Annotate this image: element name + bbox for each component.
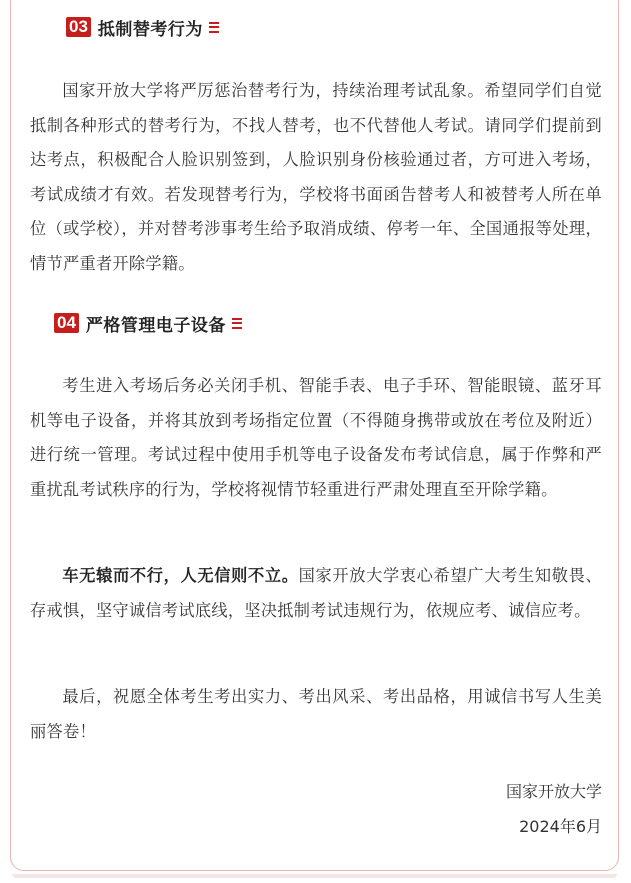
- section-title: 抵制替考行为: [97, 19, 203, 40]
- closing-paragraph: [30, 559, 602, 628]
- section-title: 严格管理电子设备: [85, 315, 226, 336]
- menu-lines-icon: [209, 22, 219, 33]
- menu-lines-icon: [232, 318, 242, 329]
- closing-motto: 车无辕而不行，人无信则不立。: [62, 566, 299, 585]
- section-number-badge: 03: [66, 17, 91, 37]
- section-heading-03: [66, 15, 219, 39]
- section-heading-04: [54, 311, 242, 335]
- wish-paragraph: 最后，祝愿全体考生考出实力、考出风采、考出品格，用诚信书写人生美丽答卷！: [30, 687, 602, 741]
- closing-text: 国家开放大学衷心希望广大考生知敬畏、存戒惧，坚守诚信考试底线，坚决抵制考试违规行为，依规应考、诚信应考。: [30, 566, 602, 620]
- signature-org: 国家开放大学: [505, 782, 602, 801]
- signature-date: 2024年6月: [519, 817, 602, 836]
- section-04-paragraph: 考生进入考场后务必关闭手机、智能手表、电子手环、智能眼镜、蓝牙耳机等电子设备，并将其放到考场指定位置（不得随身携带或放在考位及附近）进行统一管理。考试过程中使用手机等电子设备发布考试信息，属于作弊和严重扰乱考试秩序的行为，学校将视情节轻重进行严肃处理直至开除学籍。: [30, 376, 602, 499]
- section-03-paragraph: 国家开放大学将严厉惩治替考行为，持续治理考试乱象。希望同学们自觉抵制各种形式的替考行为，不找人替考，也不代替他人考试。请同学们提前到达考点，积极配合人脸识别签到，人脸识别身份核验通过者，方可进入考场，考试成绩才有效。若发现替考行为，学校将书面函告替考人和被替考人所在单位（或学校），并对替考涉事考生给予取消成绩、停考一年、全国通报等处理，情节严重者开除学籍。: [30, 81, 602, 273]
- card-bottom-edge: [12, 874, 617, 878]
- section-number-badge: 04: [54, 313, 79, 333]
